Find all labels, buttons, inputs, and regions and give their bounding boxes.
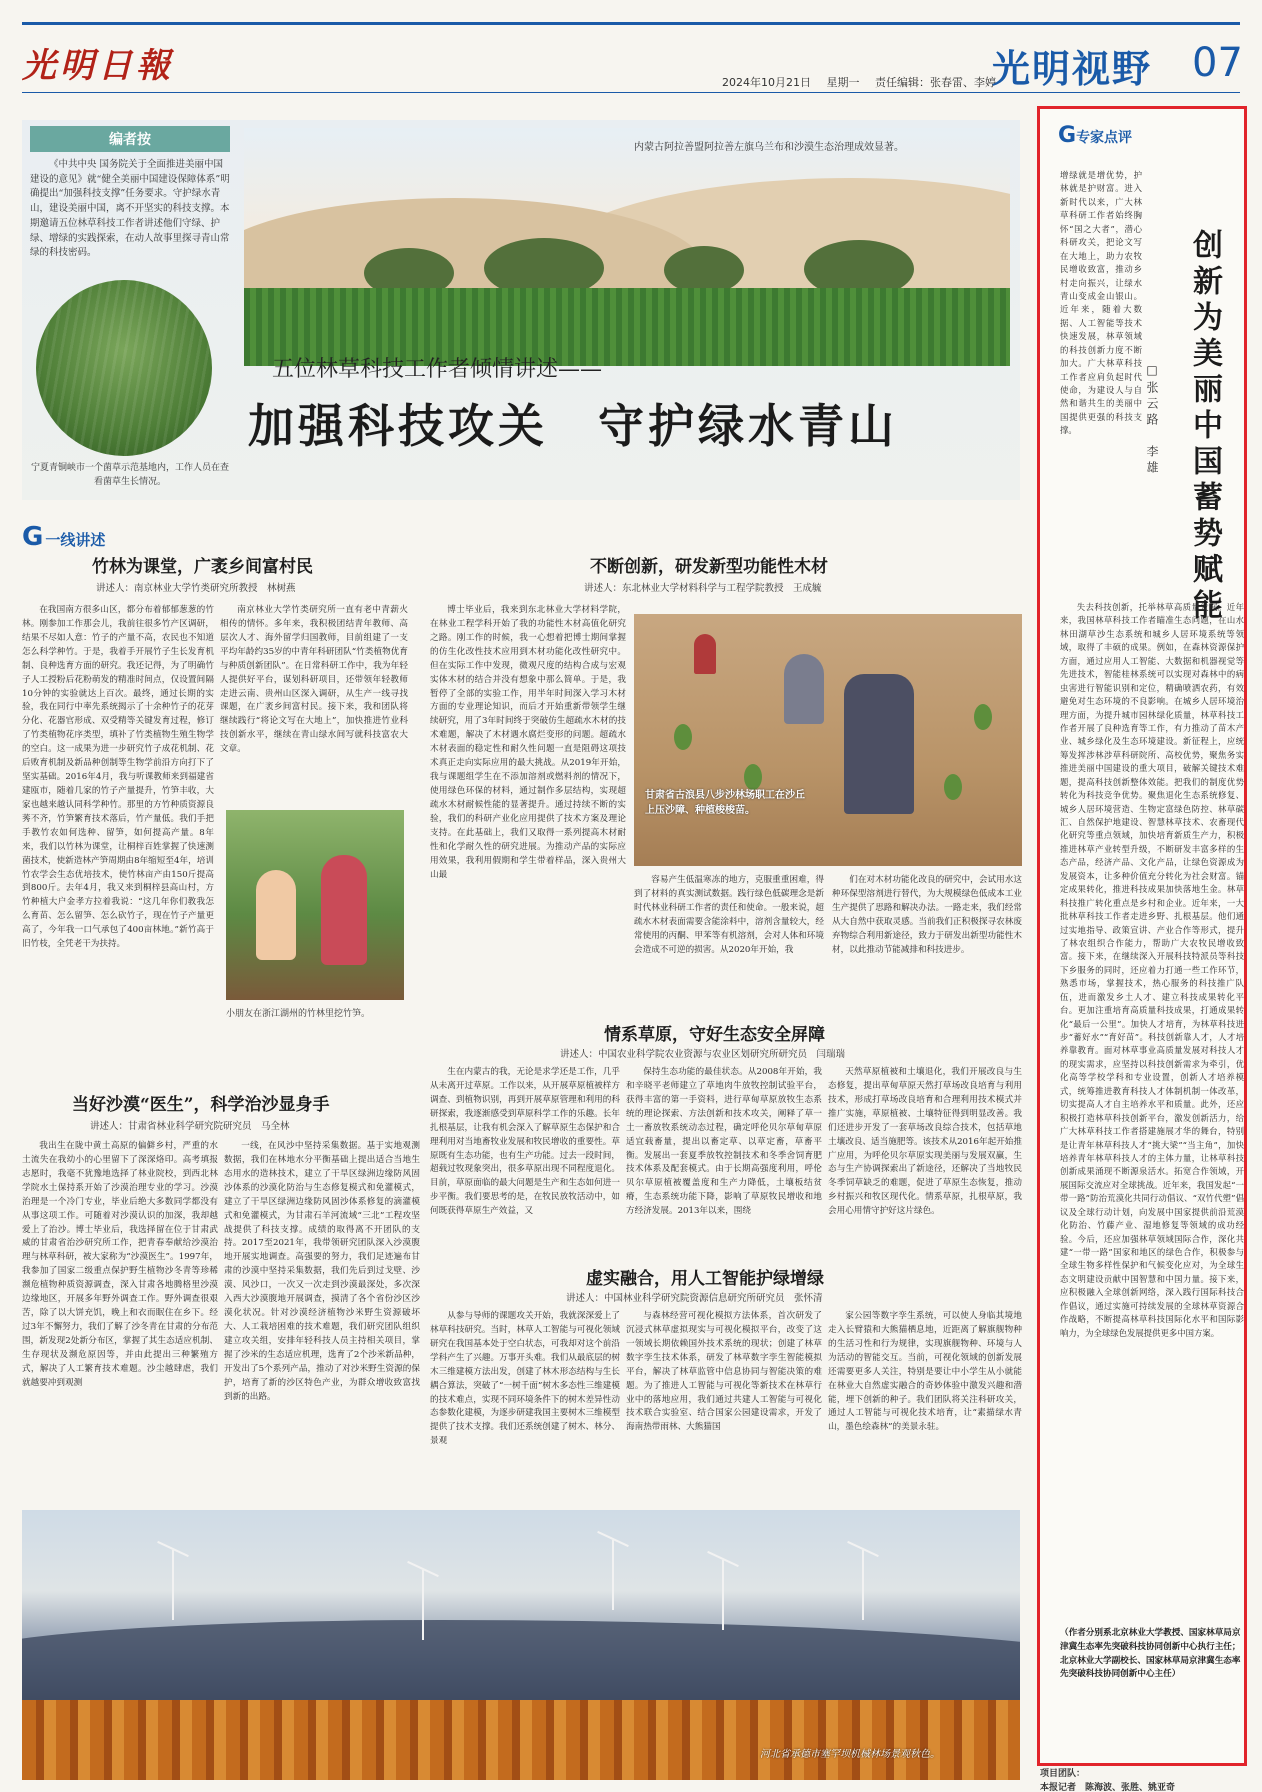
article-title: 不断创新，研发新型功能性木材 — [590, 557, 828, 577]
editor-note-tag: 编者按 — [30, 126, 230, 152]
article-speaker: 讲述人：中国农业科学院农业资源与农业区划研究所研究员 闫瑞瑞 — [560, 1049, 846, 1060]
g-logo-icon: G — [22, 522, 44, 552]
desert-photo — [244, 128, 1010, 366]
author-note: （作者分别系北京林业大学教授、国家林草局京津冀生态率先突破科技协同创新中心执行主任；北京林业大学副校长、国家林草局京津冀生态率先突破科技协同创新中心主任） — [1060, 1628, 1241, 1680]
article-speaker: 讲述人：东北林业大学材料科学与工程学院教授 王成毓 — [584, 583, 822, 594]
article-column: 我出生在陇中黄土高原的偏僻乡村，严重的水土流失在我幼小的心里留下了深深烙印。高考填报志愿时，我毫不犹豫地选择了林业院校，到西北林学院水土保持系开始了沙漠治理专业的学习。沙漠治理是一个冷门专业，毕业后绝大多数同学都没有从事这项工作。可随着对沙漠认识的加深，我却越爱上了治沙。博士毕业后，我选择留在位于甘肃武威的甘肃省治沙研究所工作，把青春奉献给沙漠治理与林草科研，被大家称为“沙漠医生”。1997年，我参加了国家二级重点保护野生植物沙冬青等珍稀濒危植物种质资源调查，深入甘肃各地腾格里沙漠边缘地区，开展多年野外调查工作。野外调查很艰苦，除了以大饼充饥，晚上和衣而眠住在乡下。经过3年不懈努力，我们了解了沙冬青在甘肃的分布范围，新发现2处新分布区，掌握了其生态适应机制、生存现状及濒危原因等，并由此提出三种繁殖方式，解决了人工繁育技术难题。沙尘越肆虐，我们就越要冲到观测 — [22, 1141, 218, 1388]
article-speaker: 讲述人：甘肃省林业科学研究院研究员 马全林 — [90, 1121, 290, 1132]
article-column: 容易产生低温寒冻的地方，克服重重困难，得到了材料的真实测试数据。践行绿色低碳理念是新时代林业科研工作者的责任和使命。一般来说，超疏水木材表面需要含能涂料中，溶剂含量较大，经常使用的丙酮、甲苯等有机溶剂，会对人体和环境会造成不可逆的损害。从2020年开始，我 — [634, 875, 824, 955]
forest-landscape-photo — [22, 1510, 1020, 1780]
editor-note-text: 《中共中央 国务院关于全面推进美丽中国建设的意见》就“健全美丽中国建设保障体系”明确提出“加强科技支撑”任务要求。守护绿水青山，建设美丽中国，离不开坚实的科技支撑。本期邀请五位林草科技工作者讲述他们守绿、护绿、增绿的实践探索，在动人故事里探寻青山常绿的科技密码。 — [30, 159, 230, 259]
expert-label: G专家点评 — [1058, 123, 1133, 148]
page-number: 07 — [1192, 40, 1243, 86]
article-speaker: 讲述人：中国林业科学研究院资源信息研究所研究员 张怀清 — [566, 1293, 823, 1304]
expert-title: 创新为美丽中国蓄势赋能 — [1187, 229, 1222, 625]
article-column: 从参与导师的课题攻关开始，我就深深爱上了林草科技研究。当时，林草人工智能与可视化领域研究在我国基本处于空白状态，可我却对这个前沿学科产生了兴趣。万事开头难。我们从最底层的树木三维建模方法出发，创建了林木形态结构与生长耦合算法，突破了“一树千面”树木多态性三维建模的技术难点，实现不同环境条件下的树木差异性动态参数化建模，为逐步研建我国主要树木三维模型提供了技术支撑。我们还系统创建了树木、林分、景观 — [430, 1311, 620, 1447]
article-column: 一线，在风沙中坚持采集数据。基于实地观测数据，我们在林地水分平衡基础上提出适合当地生态用水的造林技术，建立了干旱区绿洲边缘防风固沙体系的沙漠化防治与生态修复模式和免灌模式，建立了干旱区绿洲边缘防风固沙体系修复的滴灌模式和免灌模式，为甘肃石羊河流域“三北”工程攻坚战提供了科技支撑。成绩的取得离不开团队的支持。2017至2021年，我带领研究团队深入沙漠腹地开展实地调查。高强要的努力，我们足迹遍布甘肃的沙漠中坚持采集数据，我们先后到过戈壁、沙漠、风沙口，一次又一次走到沙漠最深处，多次深入西大沙漠腹地开展调查，摸清了各个省份沙区沙漠化状况。针对沙漠经济植物沙米野生资源破坏大、人工栽培困难的技术难题，我们研究团队组织建立攻关组，安排年轻科技人员主持相关项目，掌握了沙米的生态适应机理，选育了2个沙米新品种，开发出了5个系列产品，推动了对沙米野生资源的保护，培育了新的沙区特色产业，为群众增收致富找到新的出路。 — [224, 1141, 420, 1402]
expert-author: □张云路 李雄 — [1145, 363, 1159, 477]
grass-photo-caption: 宁夏青铜峡市一个菌草示范基地内，工作人员在查看菌草生长情况。 — [30, 463, 229, 487]
editor-note — [30, 126, 230, 276]
article-title: 竹林为课堂，广袤乡间富村民 — [92, 557, 313, 577]
main-headline: 加强科技攻关 守护绿水青山 — [248, 399, 898, 453]
article-column: 们在对木材功能化改良的研究中，会试用水这种环保型溶剂进行替代，为大规模绿色低成本工业生产提供了思路和解决办法。一路走来，我们经常从大自然中获取灵感。当前我们正积极探寻农林废弃物综合利用新途径，致力于研发出新型功能性木材，以此推动节能减排和科技进步。 — [832, 875, 1022, 955]
section-title: 光明视野 — [992, 46, 1153, 91]
article-column: 博士毕业后，我来到东北林业大学材料学院，在林业工程学科开始了我的功能性木材高值化研究之路。刚工作的时候，我一心想着把博士期间掌握的仿生化改性技术应用到木材功能化改性研究中。但在实际工作中发现，微观尺度的结构合成与宏观实体木材的结合并没有想象中那么简单。于是，我暂停了全部的实验工作，用半年时间深入学习木材方面的专业理论知识，而后才开始重新带领学生继续研究，用了3年时间终于突破仿生超疏水木材的技术难题，解决了木材遇水腐烂变形的问题。超疏水木材表面的稳定性和耐久性问题一直是阻碍这项技术真正走向实际应用的最大挑战。从2019年开始，我与课题组学生在不添加溶剂或燃料剂的情况下，使用绿色环保的材料，通过制作多层结构，实现超疏水木材耐候性能的显著提升。通过持续不断的实验，我们的科研产业化应用提供了技术方案及理论支持。在此基础上，我们又取得一系列提高木材耐性和化学耐久性的研究进展。为推动产品的实际应用效果，我利用假期和学生带着样品，深入贵州大山最 — [430, 605, 626, 880]
article-title: 当好沙漠“医生”，科学治沙显身手 — [72, 1095, 330, 1115]
article-column: 与森林经营可视化模拟方法体系，首次研发了沉浸式林草虚拟现实与可视化模拟平台，改变了这一领域长期依赖国外技术系统的现状；创建了林草数字孪生技术体系，研发了林草数字孪生智能模拟平台，解决了林草监管中信息协同与智能决策的难题。为了推进人工智能与可视化等新技术在林草行业中的落地应用，我们通过共建人工智能与可视化技术联合实验室、结合国家公园建设需求，开发了海南热带雨林、大熊猫国 — [626, 1311, 822, 1433]
article-column: 南京林业大学竹类研究所一直有老中青薪火相传的情怀。多年来，我积极团结青年教师、高层次人才、海外留学归国教师，目前组建了一支平均年龄约35岁的中青年科研团队“竹类植物优育与种质创新团队”。在日常科研工作中，我为年轻人提供好平台，谋划科研项目，还带领年轻教师走进云南、贵州山区深入调研，从生产一线寻找课题，在广袤乡间富村民。接下来，我和团队将继续践行“将论文写在大地上”，加快推进竹业科技创新水平，继续在青山绿水间写就科技富农大文章。 — [220, 605, 408, 755]
article-column: 生在内蒙古的我，无论是求学还是工作，几乎从未离开过草原。工作以来，从开展草原植被样方调查、到植物识别，再到开展草原管理和利用的科研探索，我逐渐感受到草原科学工作的乐趣。长年扎根基层，让我有机会深入了解草原生态保护和合理利用对当地畜牧业发展和牧民增收的重要性。草原既有生态功能，也有生产功能。过去一段时间，超载过牧现象突出，很多草原出现不同程度退化。目前，草原面临的最大问题是生产和生态如何进一步平衡。我们要思考的是，在牧民放牧活动中，如何既获得草原生产效益，又 — [430, 1067, 620, 1217]
grass-circle-photo — [36, 280, 212, 456]
issue-editors: 责任编辑：张春雷、李婷 — [875, 76, 996, 89]
top-rule — [22, 22, 1240, 25]
expert-commentary-box — [1037, 106, 1247, 1766]
kids-bamboo-photo — [226, 810, 404, 1000]
article-title: 虚实融合，用人工智能护绿增绿 — [586, 1269, 824, 1289]
expert-text-intro: 增绿就是增优势，护林就是护财富。进入新时代以来，广大林草科研工作者始终胸怀“国之大者”，潜心科研攻关，把论文写在大地上，助力农牧民增收致富，推动乡村走向振兴，让绿水青山变成金山银山。近年来，随着大数据、人工智能等技术快速发展，林草领域的科技创新力度不断加大。广大林草科技工作者应肩负起时代使命，为建设人与自然和谐共生的美丽中国提供更强的科技支撑。 — [1060, 170, 1142, 436]
issue-weekday: 星期一 — [826, 76, 860, 89]
expert-text-body: 失去科技创新，托举林草高质量发展。近年来，我国林草科技工作者瞄准生态问题，在山水林田湖草沙生态系统和城乡人居环境系统等领域，取得了丰硕的成果。例如，在森林资源保护方面，通过应用人工智能、大数据和机器视觉等先进技术，智能桂林系统可以实现对森林中的病虫害进行智能识别和定位，精确喷洒农药，有效避免对生态环境的不良影响。在城乡人居环境治理方面，为提升城市园林绿化质量，林草科技工作者开展了良种选育等工作，有力推动了苗木产业、城乡绿化及生态环境建设。新征程上，应统筹发挥涉林涉草科研院所、高校优势，聚焦务实推进美丽中国建设的重大项目，破解关键技术难题，提高科技创新整体效能。把我们的制度优势转化为科技竞争优势。聚焦退化生态系统修复、城乡人居环境营造、生物定富绿色防控、林草碳汇、自然保护地建设、智慧林草技术、农畜现代化研究等重点领域，加快培育新质生产力，积极推进林草产业转型升级，不断研发丰富多样的生态产品，经济产品、文化产品，让绿色资源成为发展资本，让多种价值充分转化为社会财富。锚定成果转化，推进科技成果加快落地生金。林草科技推广转化重点是乡村和企业。近年来，一大批林草科技工作者走进乡野、扎根基层。他们通过实地指导、政策宣讲、产业合作等形式，提升了林农组织合作能力，帮助广大农牧民增收致富。接下来，在继续深入开展科技特派员等科技下乡服务的同时，还应着力打通一些工作环节，熟悉市场，掌握技术，热心服务的科技推广队伍，进而激发乡土人才、建立科技成果转化平台。更加注重培育高质量科技成果，打通成果转化“最后一公里”。加快人才培育，为林草科技进步“蓄好水”“育好苗”。科技创新靠人才，人才培养靠教育。面对林草事业高质量发展对科技人才的现实需求，应坚持以科技创新需求为牵引，优化高等学校学科和专业设置，创新人才培养模式，统筹推进教育科技人才体制机制一体改革，切实提高人才自主培养水平和质量。此外，还应积极打造林草科技创新平台，激发创新活力，给广大林草科技工作者搭建施展才华的舞台，特别是让青年林草科技人才“挑大梁”“当主角”，加快培养青年林草科技人才的主体力量，让林草科技创新成果涌现不断源泉活水。拓宽合作领域，开展国际交流应对全球挑战。近年来，我国发起“一带一路”防治荒漠化共同行动倡议、“双竹代塑”倡议及全球行动计划，向发展中国家提供前沿荒漠化防治、竹藤产业、湿地修复等领域的成功经验。今后，还应加强林草领域国际合作，深化共建“一带一路”国家和地区的绿色合作，积极参与全球生物多样性保护和气候变化应对，为全球生态文明建设贡献中国智慧和中国力量。接下来，应积极融入全球创新网络，深入践行国际科技合作倡议，通过实施可持续发展的全球林草资源合作战略，不断提高林草科技国际化水平和国际影响力，为全球绿色发展提供更多中国方案。 — [1060, 602, 1244, 1338]
issue-meta — [722, 74, 1008, 90]
desert-planting-photo — [634, 614, 1022, 866]
g-logo-icon: G — [1058, 123, 1077, 148]
article-speaker: 讲述人：南京林业大学竹类研究所教授 林树燕 — [96, 583, 296, 594]
yixian-label: G一线讲述 — [22, 522, 106, 552]
project-team: 项目团队： 本报记者 陈海波、张胜、姚亚奇 — [1040, 1769, 1176, 1792]
desert-photo-caption: 内蒙古阿拉善盟阿拉善左旗乌兰布和沙漠生态治理成效显著。 — [634, 142, 904, 153]
issue-date: 2024年10月21日 — [722, 76, 811, 89]
newspaper-logo: 光明日報 — [22, 46, 174, 86]
article-column: 在我国南方很多山区，都分布着郁郁葱葱的竹林。刚参加工作那会儿，我前往很多竹产区调研，结果不尽如人意：竹子的产量不高，农民也不知道怎么科学种竹。于是，我着手开展竹子生长发育机制、良种选育方面的研究。我还记得，为了明确竹子人工授粉后花粉萌发的精准时间点，仅设置间隔10分钟的实验就达上百次。最终，通过长期的实验，我在同行中率先系统揭示了十余种竹子的花芽分化、花器官形成、双受精等关键发育过程，修订了竹类植物花序类型，填补了竹类植物生殖生物学的空白。这一成果为进一步研究竹子成花机制、花后败育机制及新品种创制等生物学前沿方向打下了坚实基础。2016年4月，我与听课教师来到福建省建瓯市，随着几家的竹子产量提升，竹笋丰收，大家也越来越认同科学种竹。那里的方竹种质资源良莠不齐，竹笋繁育技术落后，竹产量低。我们手把手教竹农如何选种、留笋，如何提高产量。8年来，我们以竹林为课堂，让桐梓百姓掌握了快速测菌技术，使新造林产笋周期由8年缩短至4年，培训竹农学会生态优培技术，使竹林亩产由150斤提高到800斤。去年4月，我又来到桐梓县高山村，方竹种植大户金孝方拉着我说：“这几年你们教我怎么育苗、怎么留笋、怎么砍竹子，现在竹子产量更高了，今年我一口气承包了400亩林地。”新竹高于旧竹枝，全凭老干为扶持。 — [22, 605, 214, 950]
planting-photo-caption: 甘肃省古浪县八步沙林场职工在沙丘上压沙障、种植梭梭苗。 — [645, 790, 805, 816]
header-rule — [22, 92, 1240, 93]
masthead — [22, 18, 1243, 91]
landscape-photo-caption: 河北省承德市塞罕坝机械林场景观秋色。 — [760, 1749, 940, 1760]
article-column: 保持生态功能的最佳状态。从2008年开始，我和辛晓平老师建立了草地肉牛放牧控制试验平台，获得丰富的第一手资料，进行草甸草原放牧生态系统的理论探索、方法创新和技术攻关，阐释了草一土一畜放牧系统动态过程，确定呼伦贝尔草甸草原适宜载畜量，提出以畜定草、以草定畜，草畜平衡。发展出一套夏季放牧控制技术和冬季舍饲育肥技术体系及配套模式。由于长期高强度利用，呼伦贝尔草原植被覆盖度和生产力降低，土壤板结贫瘠，生态系统功能下降，影响了草原牧民增收和地方经济发展。2013年以来，围绕 — [626, 1067, 822, 1217]
kids-photo-caption: 小朋友在浙江湖州的竹林里挖竹笋。 — [226, 1009, 371, 1019]
hero-section — [22, 120, 1020, 500]
article-column: 家公园等数字孪生系统，可以使人身临其境地走入长臂猿和大熊猫栖息地，近距离了解旗舰物种的生活习性和行为规律，实现旗舰物种、环境与人为活动的智能交互。当前，可视化领域的创新发展还需要更多人关注，特别是要让中小学生从小就能在林业大自然虚实融合的奇妙体验中激发兴趣和潜能，埋下创新的种子。我们团队将关注科研攻关，通过人工智能与可视化技术培育，让“素描绿水青山，墨色绘森林”的美景永驻。 — [828, 1311, 1022, 1433]
article-column: 天然草原植被和土壤退化，我们开展改良与生态修复，提出草甸草原天然打草场改良培育与利用技术，形成打草场改良培育和合理利用技术模式并推广实施，草原植被、土壤特征得到明显改善。我们还进步开发了一套草场改良综合技术，包括草地土壤改良、适当施肥等。该技术从2016年起开始推广应用，为呼伦贝尔草原实现美丽与发展双赢，生态与生产协调探索出了新途径，还解决了当地牧民冬季饲草缺乏的难题，促进了草原生态恢复，推动乡村振兴和牧区现代化。情系草原，扎根草原，我会用心用情守护好这片绿色。 — [828, 1067, 1022, 1217]
sub-headline: 五位林草科技工作者倾情讲述—— — [272, 357, 603, 382]
article-title: 情系草原，守好生态安全屏障 — [604, 1025, 825, 1045]
